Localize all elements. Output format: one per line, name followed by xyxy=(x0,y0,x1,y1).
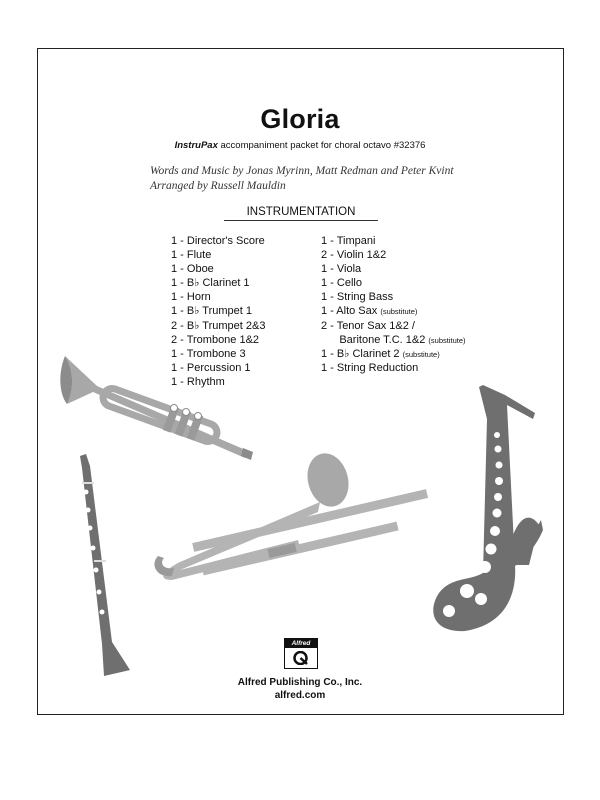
instrument-item: 1 - Percussion 1 xyxy=(171,361,251,374)
instrument-item xyxy=(321,333,466,347)
instrument-item: 1 - Horn xyxy=(171,291,211,304)
instrument-item: 2 - B♭ Trumpet 2&3 xyxy=(171,319,266,332)
instrument-label: 1 - Cello xyxy=(321,277,362,290)
instrument-item xyxy=(321,304,466,318)
publisher-info xyxy=(0,676,600,702)
instrument-label: 1 - Timpani xyxy=(321,235,376,247)
instrument-item xyxy=(321,276,466,290)
instrument-label: 1 - String Bass xyxy=(321,291,394,304)
composer-credit: Words and Music by Jonas Myrinn, Matt Redman and Peter Kvint xyxy=(150,165,454,177)
clarinet-illustration xyxy=(72,452,142,682)
logo-text: Alfred xyxy=(285,639,317,648)
instrument-item: 1 - Director's Score xyxy=(171,235,265,247)
arranger-credit: Arranged by Russell Mauldin xyxy=(150,180,286,192)
instrument-label: 2 - Tenor Sax 1&2 / xyxy=(321,319,415,332)
subtitle xyxy=(0,140,600,151)
instrument-label: 1 - Alto Sax xyxy=(321,305,378,318)
trumpet-illustration xyxy=(55,348,255,468)
instrumentation-heading: INSTRUMENTATION xyxy=(224,206,378,221)
instrument-item xyxy=(321,234,466,248)
instrument-item xyxy=(321,290,466,304)
instrument-item: 1 - B♭ Trumpet 1 xyxy=(171,305,252,318)
instrument-label: 2 - Violin 1&2 xyxy=(321,249,387,262)
instrument-item: 1 - Oboe xyxy=(171,263,214,276)
logo-mark-icon xyxy=(291,651,310,665)
instrument-label: 1 - Viola xyxy=(321,263,362,276)
instrument-item xyxy=(321,262,466,276)
alfred-logo xyxy=(284,638,318,669)
subtitle-text: accompaniment packet for choral octavo #32376 xyxy=(217,140,426,151)
instrument-list-right xyxy=(321,234,466,375)
instrument-label: Baritone T.C. 1&2 xyxy=(321,333,426,346)
publisher-name: Alfred Publishing Co., Inc. xyxy=(237,677,363,688)
instrument-item: 1 - Rhythm xyxy=(171,375,225,388)
brand-name: InstruPax xyxy=(174,140,218,151)
instrument-item xyxy=(321,248,466,262)
instrument-item: 1 - Trombone 3 xyxy=(171,347,246,360)
substitute-note: (substitute) xyxy=(428,335,466,345)
substitute-note: (substitute) xyxy=(380,307,418,317)
saxophone-illustration xyxy=(425,385,545,635)
instrument-item xyxy=(321,361,466,375)
credits xyxy=(150,164,454,194)
substitute-note: (substitute) xyxy=(402,349,440,359)
instrument-item: 2 - Trombone 1&2 xyxy=(171,333,260,346)
instrument-item xyxy=(321,347,466,361)
page-title: Gloria xyxy=(260,104,340,134)
trombone-illustration xyxy=(150,452,440,587)
instrument-item: 1 - Flute xyxy=(171,249,212,262)
instrument-item: 1 - B♭ Clarinet 1 xyxy=(171,277,250,290)
instrument-label: 1 - B♭ Clarinet 2 xyxy=(321,347,400,360)
instrument-label: 1 - String Reduction xyxy=(321,361,419,374)
publisher-website: alfred.com xyxy=(274,690,326,701)
instrument-item xyxy=(321,319,466,333)
